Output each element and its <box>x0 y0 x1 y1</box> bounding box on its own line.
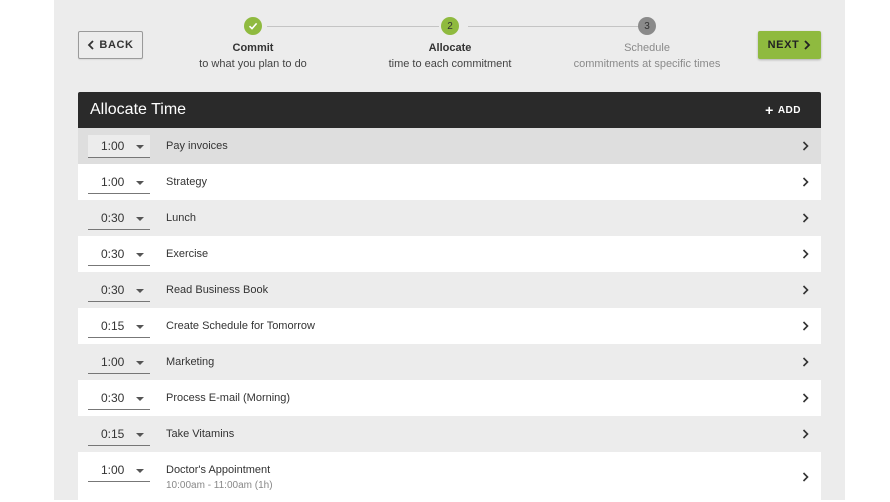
caret-down-icon <box>136 217 144 221</box>
duration-value: 1:00 <box>101 463 125 477</box>
list-item[interactable] <box>78 200 821 236</box>
caret-down-icon <box>136 289 144 293</box>
item-label: Strategy <box>166 176 207 188</box>
duration-value: 1:00 <box>101 175 125 189</box>
item-label: Read Business Book <box>166 284 269 296</box>
list-item[interactable] <box>78 164 821 200</box>
chevron-right-icon <box>803 40 811 50</box>
item-label: Marketing <box>166 356 215 368</box>
chevron-left-icon <box>87 40 95 50</box>
step-3-title: Schedule <box>624 42 670 54</box>
list-item[interactable] <box>78 380 821 416</box>
list-item[interactable] <box>78 452 821 502</box>
chevron-right-icon[interactable] <box>802 357 809 367</box>
caret-down-icon <box>136 433 144 437</box>
chevron-right-icon[interactable] <box>802 177 809 187</box>
list-item[interactable] <box>78 236 821 272</box>
stepper-connector <box>468 26 639 27</box>
caret-down-icon <box>136 253 144 257</box>
duration-select[interactable] <box>88 315 150 338</box>
add-button-label: ADD <box>777 104 801 116</box>
list-item[interactable] <box>78 272 821 308</box>
item-label: Take Vitamins <box>166 428 235 440</box>
item-time-range: 10:00am - 11:00am (1h) <box>166 480 273 491</box>
chevron-right-icon[interactable] <box>802 213 809 223</box>
commitment-list <box>78 128 821 502</box>
chevron-right-icon[interactable] <box>802 472 809 482</box>
chevron-right-icon[interactable] <box>802 285 809 295</box>
duration-select[interactable] <box>88 279 150 302</box>
caret-down-icon <box>136 181 144 185</box>
caret-down-icon <box>136 397 144 401</box>
next-button[interactable] <box>758 31 821 59</box>
item-label: Lunch <box>166 212 196 224</box>
back-button-label: BACK <box>99 39 134 51</box>
caret-down-icon <box>136 469 144 473</box>
list-item[interactable] <box>78 308 821 344</box>
duration-value: 0:15 <box>101 319 125 333</box>
stepper-connector <box>267 26 439 27</box>
next-button-label: NEXT <box>767 39 800 51</box>
duration-value: 1:00 <box>101 355 125 369</box>
step-1-title: Commit <box>232 42 274 54</box>
panel-title: Allocate Time <box>90 101 187 118</box>
duration-value: 0:15 <box>101 427 125 441</box>
duration-value: 0:30 <box>101 247 125 261</box>
step-3-number: 3 <box>638 17 656 35</box>
step-2-number: 2 <box>441 17 459 35</box>
app-window <box>54 0 845 500</box>
item-label: Create Schedule for Tomorrow <box>166 320 315 332</box>
caret-down-icon <box>136 325 144 329</box>
duration-value: 1:00 <box>101 139 125 153</box>
list-item[interactable] <box>78 416 821 452</box>
duration-select[interactable] <box>88 423 150 446</box>
back-button[interactable] <box>78 31 143 59</box>
duration-select[interactable] <box>88 387 150 410</box>
duration-value: 0:30 <box>101 211 125 225</box>
chevron-right-icon[interactable] <box>802 393 809 403</box>
item-label: Doctor's Appointment <box>166 464 271 476</box>
step-2-title: Allocate <box>428 42 472 54</box>
chevron-right-icon[interactable] <box>802 249 809 259</box>
step-1-subtitle: to what you plan to do <box>199 58 307 70</box>
step-2-subtitle: time to each commitment <box>388 58 512 70</box>
duration-select[interactable] <box>88 171 150 194</box>
duration-select[interactable] <box>88 243 150 266</box>
duration-select[interactable] <box>88 135 150 158</box>
plus-icon: + <box>765 102 774 118</box>
add-button[interactable] <box>765 102 801 118</box>
duration-select[interactable] <box>88 351 150 374</box>
item-label: Process E-mail (Morning) <box>166 392 291 404</box>
caret-down-icon <box>136 361 144 365</box>
chevron-right-icon[interactable] <box>802 321 809 331</box>
duration-select[interactable] <box>88 459 150 482</box>
chevron-right-icon[interactable] <box>802 429 809 439</box>
list-item[interactable] <box>78 344 821 380</box>
panel-header <box>78 92 821 128</box>
duration-value: 0:30 <box>101 283 125 297</box>
step-3-subtitle: commitments at specific times <box>573 58 721 70</box>
step-1-check-icon <box>244 17 262 35</box>
caret-down-icon <box>136 145 144 149</box>
item-label: Exercise <box>166 248 209 260</box>
chevron-right-icon[interactable] <box>802 141 809 151</box>
duration-value: 0:30 <box>101 391 125 405</box>
item-label: Pay invoices <box>166 140 228 152</box>
duration-select[interactable] <box>88 207 150 230</box>
list-item[interactable] <box>78 128 821 164</box>
